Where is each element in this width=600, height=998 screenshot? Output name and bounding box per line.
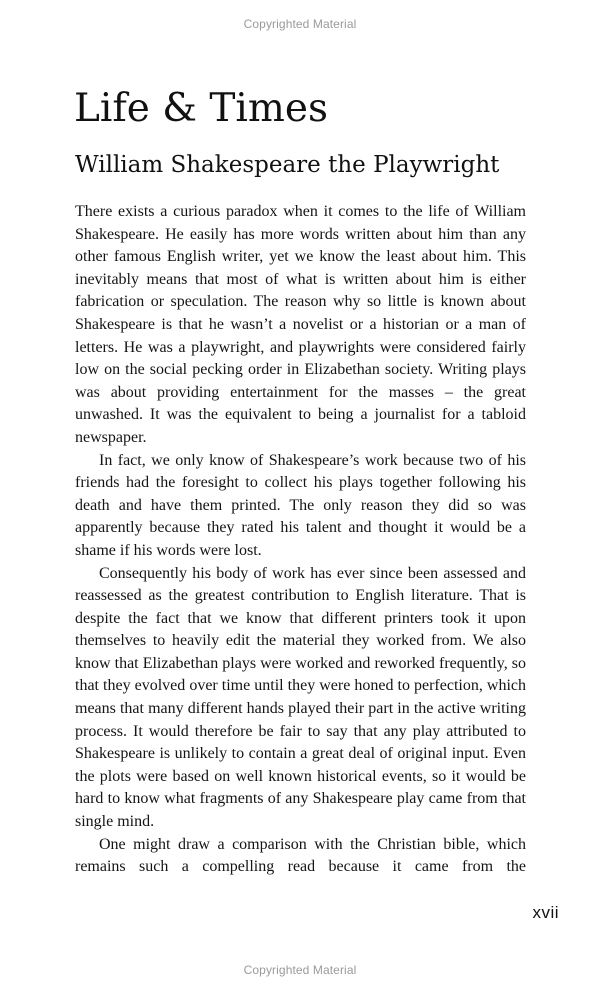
paragraph-4: One might draw a comparison with the Christian bible, which remains such a compelling read because it came from the [75,835,526,876]
paragraph-3: Consequently his body of work has ever since been assessed and reassessed as the greatest contribution to English literature. That is despite the fact that we know that different printers took it upon themselves to heavily edit the material they worked from. We also know that Elizabethan plays were worked and reworked frequently, so that they evolved over time until they were honed to perfection, which means that many different hands played their part in the active writing process. It would therefore be fair to say that any play attributed to Shakespeare is unlikely to contain a great deal of original input. Even the plots were based on well known historical events, so it would be hard to know what fragments of any Shakespeare play came from that single mind. [75,564,526,831]
page-number: xvii [532,903,559,922]
body-text [75,201,526,879]
paragraph-1: There exists a curious paradox when it comes to the life of William Shakespeare. He easily has more words written about him than any other famous English writer, yet we know the least about him. This inevitably means that most of what is written about him is either fabrication or speculation. The reason why so little is known about Shakespeare is that he wasn’t a novelist or a historian or a man of letters. He was a playwright, and playwrights were considered fairly low on the social pecking order in Elizabethan society. Writing plays was about providing entertainment for the masses – the great unwashed. It was the equivalent to being a journalist for a tabloid newspaper. [75,203,526,446]
copyright-watermark-bottom: Copyrighted Material [243,963,357,977]
copyright-watermark-top: Copyrighted Material [243,17,357,31]
page-title: Life & Times [74,86,328,131]
paragraph-2: In fact, we only know of Shakespeare’s work because two of his friends had the foresight to collect his plays together following his death and have them printed. The only reason they did so was apparently because they rated his talent and thought it would be a shame if his words were lost. [75,451,526,559]
section-subtitle: William Shakespeare the Playwright [75,152,500,178]
